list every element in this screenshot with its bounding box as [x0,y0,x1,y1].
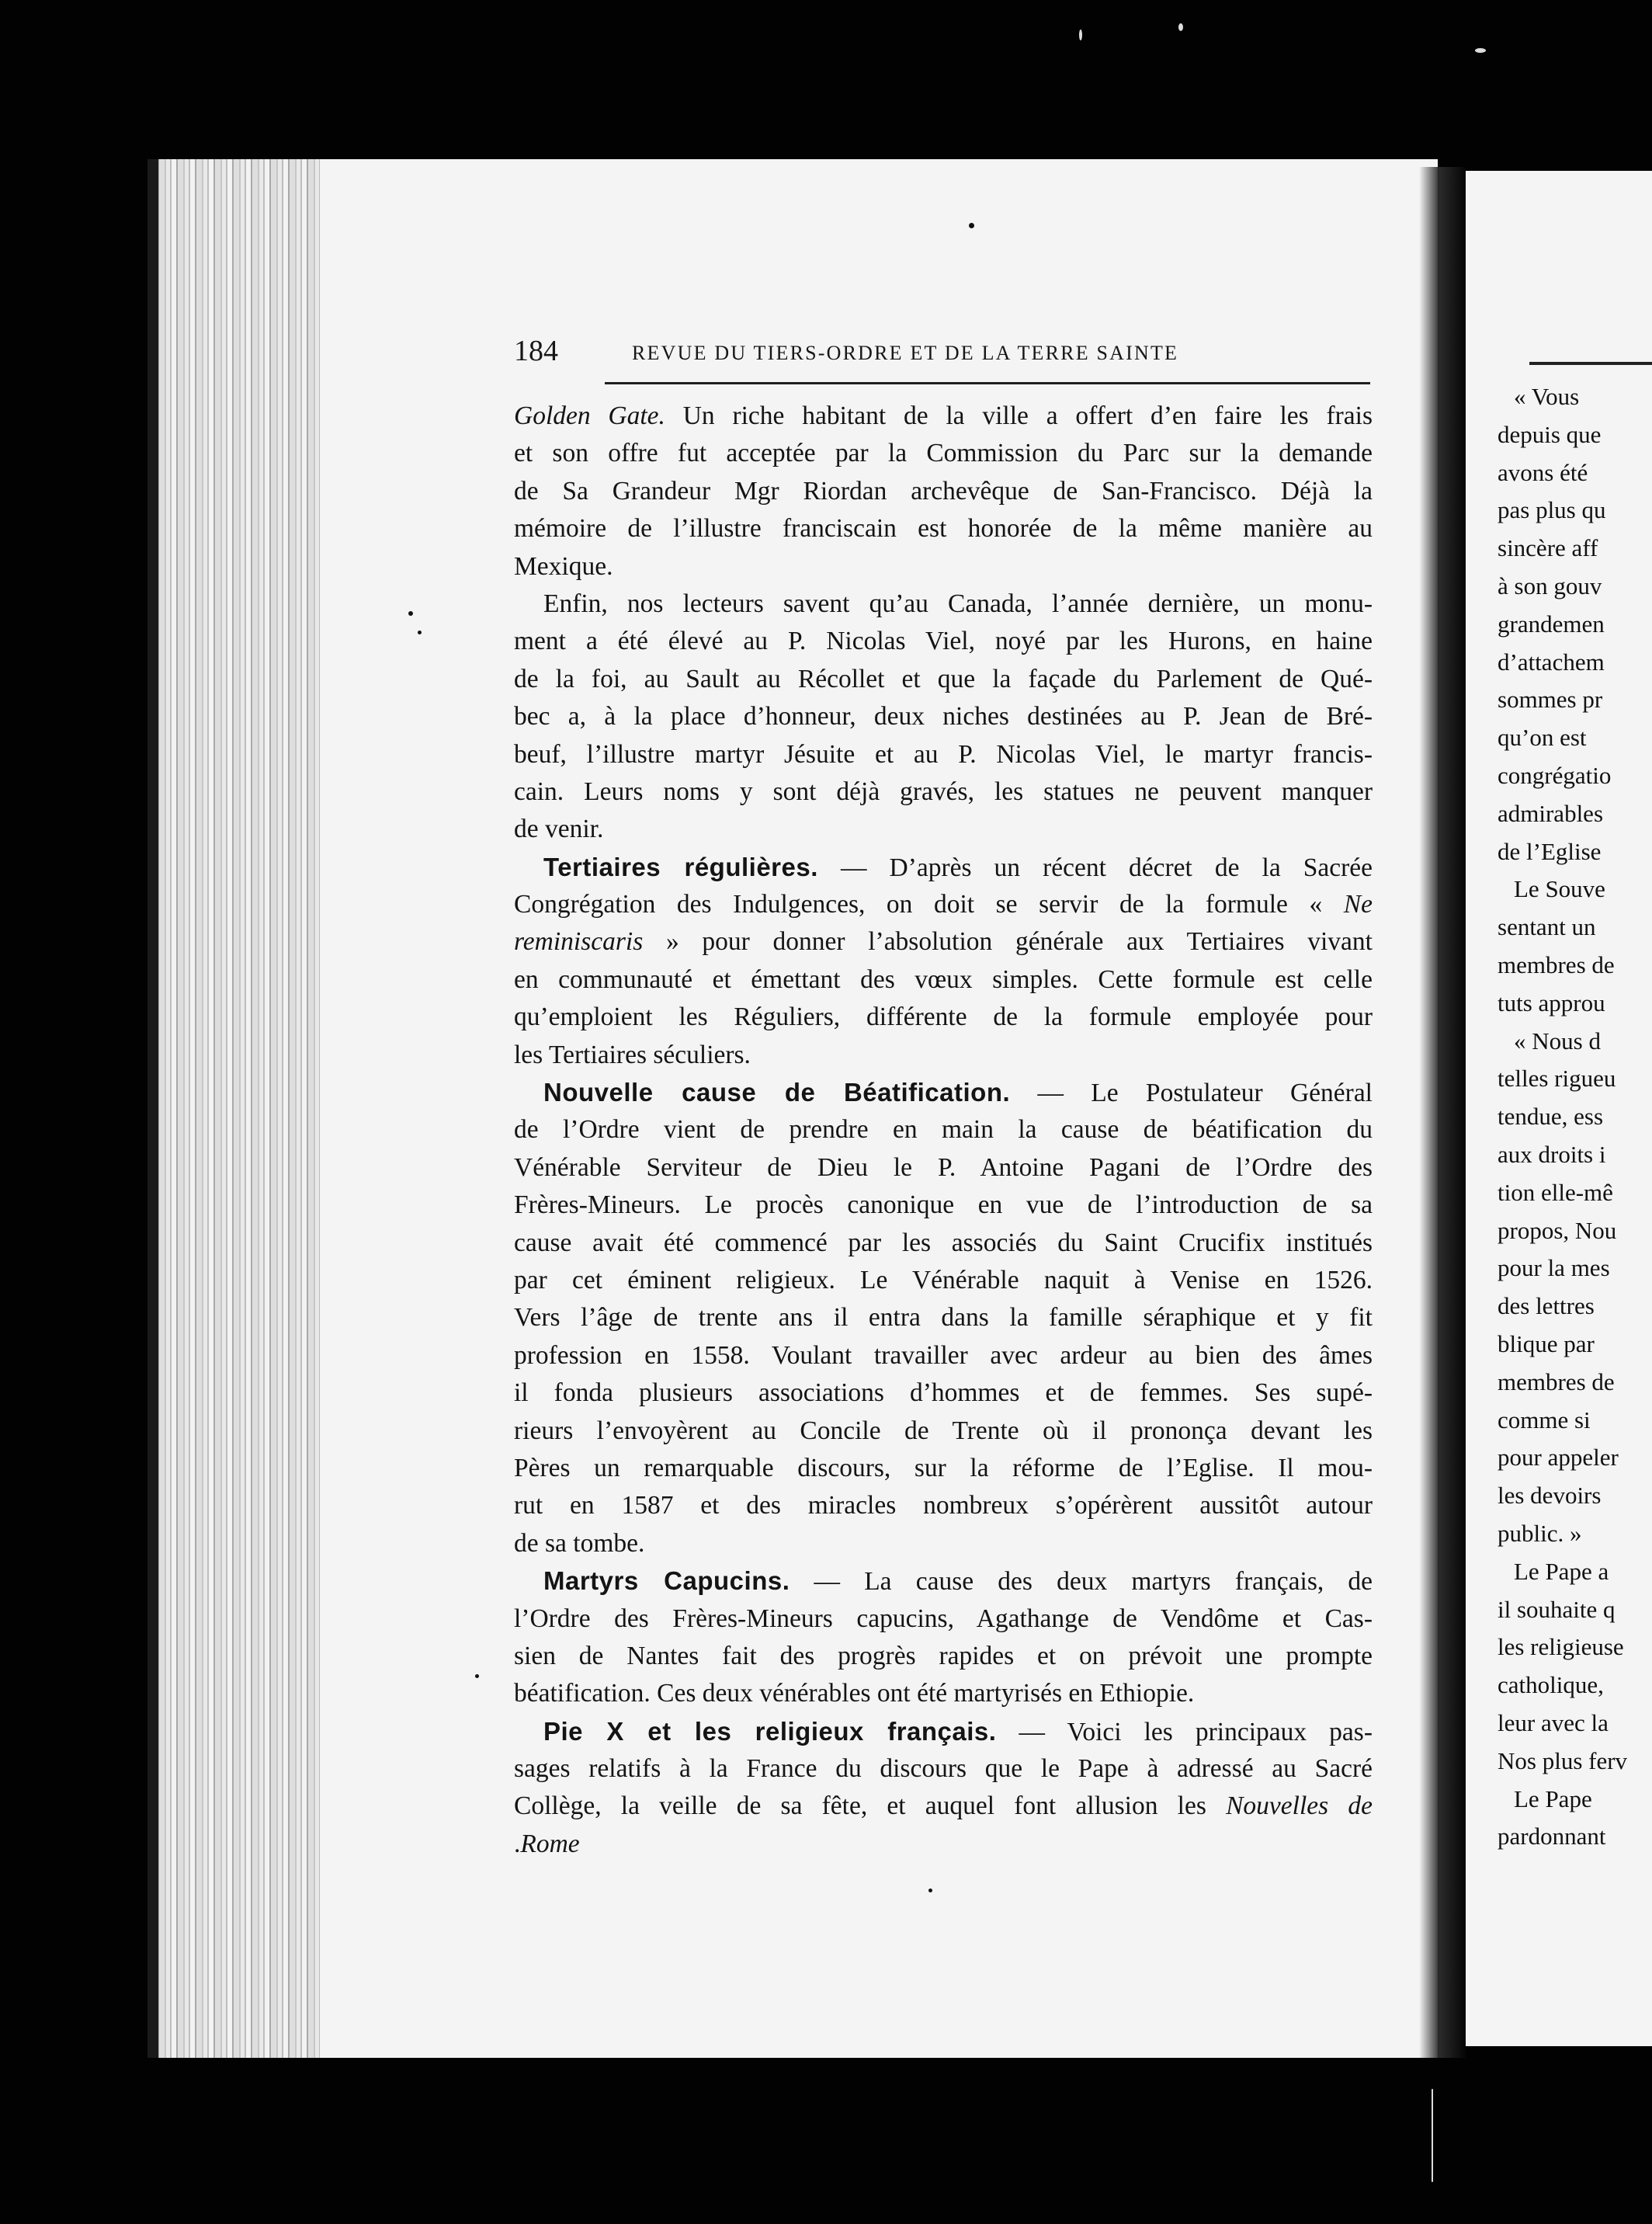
line-text: les Tertiaires séculiers. [514,1040,751,1069]
section-heading: Pie X et les religieux français. [543,1716,997,1746]
line-text: Vénérable Serviteur de Dieu le P. Antoine Pagani de l’Ordre des [514,1152,1373,1182]
right-page-line: pour appeler [1498,1444,1619,1472]
text-line [514,1487,1373,1524]
right-page-line: des lettres [1498,1292,1595,1320]
line-text: cause avait été commencé par les associés du Saint Crucifix institués [514,1228,1373,1257]
right-page-line: sommes pr [1498,686,1603,714]
line-text: ment a été élevé au P. Nicolas Viel, noyé par les Hurons, en haine [514,627,1373,656]
right-page-line: pas plus qu [1498,496,1606,524]
text-line [514,811,1373,848]
section-heading: Nouvelle cause de Béatification. [543,1078,1011,1107]
line-text: sien de Nantes fait des progrès rapides et on prévoit une prompte [514,1641,1373,1670]
right-page-line: admirables [1498,799,1604,827]
text-line [514,1037,1373,1074]
right-page-line: propos, Nou [1498,1216,1617,1244]
right-page-line: tendue, ess [1498,1103,1604,1131]
line-text: — La cause des deux martyrs français, de [790,1567,1373,1597]
page-header [514,334,1368,368]
line-text: Frères-Mineurs. Le procès canonique en vue de l’introduction de sa [514,1190,1373,1220]
section-heading: Tertiaires régulières. [543,852,818,881]
text-line [514,1826,1373,1863]
text-line [514,1262,1373,1299]
page-edges [148,159,320,2058]
text-line [514,886,1373,923]
right-page-line: il souhaite q [1498,1595,1616,1623]
line-text: mémoire de l’illustre franciscain est honorée de la même manière au [514,514,1373,544]
running-head: REVUE DU TIERS-ORDRE ET DE LA TERRE SAINTE [632,342,1179,364]
text-line [514,1225,1373,1262]
text-line [514,398,1373,435]
scan-speck [1178,23,1183,31]
line-text: Vers l’âge de trente ans il entra dans la famille séraphique et y fit [514,1303,1373,1333]
text-line [514,1337,1373,1374]
text-line [514,1187,1373,1224]
text-line [514,923,1373,961]
text-line [514,586,1373,623]
right-page-line: tuts approu [1498,989,1605,1016]
line-text: de sa tombe. [514,1528,645,1558]
line-text: Congrégation des Indulgences, on doit se servir de la formule « [514,890,1344,919]
line-text: Enfin, nos lecteurs savent qu’au Canada, l’année dernière, un monu- [543,589,1373,618]
line-text: sages relatifs à la France du discours que le Pape à adressé au Sacré [514,1754,1373,1784]
right-page-line: tion elle-mê [1498,1178,1613,1206]
line-text: Pères un remarquable discours, sur la réforme de l’Eglise. Il mou- [514,1453,1373,1482]
line-text: Mexique. [514,551,613,581]
line-text: — D’après un récent décret de la Sacrée [817,853,1373,882]
line-text: qu’emploient les Réguliers, différente de la formule employée pour [514,1003,1373,1032]
text-line [514,961,1373,999]
line-text: de la foi, au Sault au Récollet et que la façade du Parlement de Qué- [514,664,1373,693]
text-line [514,849,1373,886]
line-text: rieurs l’envoyèrent au Concile de Trente où il prononça devant les [514,1416,1373,1445]
line-text: par cet éminent religieux. Le Vénérable naquit à Venise en 1526. [514,1265,1373,1294]
text-line [514,1562,1373,1600]
right-page-line: les religieuse [1498,1633,1624,1661]
line-text: il fonda plusieurs associations d’hommes et de femmes. Ses supé- [514,1378,1373,1408]
text-line [514,999,1373,1036]
right-page-line: « Nous d [1514,1027,1601,1055]
text-line [514,1788,1373,1825]
line-text: de l’Ordre vient de prendre en main la cause de béatification du [514,1115,1373,1145]
right-page-line: membres de [1498,951,1615,978]
right-page-line: qu’on est [1498,724,1587,752]
right-page-line: pardonnant [1498,1823,1606,1850]
line-text: béatification. Ces deux vénérables ont été martyrisés en Ethiopie. [514,1679,1195,1708]
text-line [514,1374,1373,1412]
right-page-header-rule [1529,362,1652,365]
text-line [514,661,1373,698]
right-page-line: membres de [1498,1367,1615,1395]
italic-text: reminiscaris [514,927,644,957]
scan-speck [408,611,413,616]
section-heading: Martyrs Capucins. [543,1566,790,1596]
right-page-line: pour la mes [1498,1254,1610,1282]
scan-speck [1432,2089,1433,2182]
text-line [514,548,1373,586]
right-page-line: aux droits i [1498,1141,1606,1168]
text-line [514,1675,1373,1712]
scan-speck [475,1674,479,1678]
line-text: cain. Leurs noms y sont déjà gravés, les statues ne peuvent manquer [514,777,1373,806]
text-line [514,623,1373,660]
text-line [514,510,1373,547]
right-page-line: de l’Eglise [1498,837,1602,865]
right-page-line: sentant un [1498,913,1596,941]
right-page-line: comme si [1498,1406,1591,1433]
right-page-line: catholique, [1498,1671,1604,1699]
line-text: en communauté et émettant des vœux simples. Cette formule est celle [514,964,1373,994]
right-page-line: d’attachem [1498,648,1605,676]
italic-text: Ne [1343,890,1373,919]
italic-text: Golden Gate. [514,401,665,430]
line-text: de venir. [514,815,604,844]
line-text: » pour donner l’absolution générale aux Tertiaires vivant [643,927,1373,957]
text-line [514,1638,1373,1675]
line-text: — Voici les principaux pas- [996,1717,1373,1746]
page-number: 184 [514,335,558,367]
right-page-line: les devoirs [1498,1482,1602,1510]
right-page-line: blique par [1498,1330,1595,1357]
right-page-line: grandemen [1498,610,1605,638]
text-line [514,1299,1373,1336]
text-line [514,1713,1373,1750]
text-line [514,1750,1373,1788]
text-line [514,1413,1373,1450]
line-text: Collège, la veille de sa fête, et auquel font allusion les [514,1791,1227,1821]
right-page-line: à son gouv [1498,572,1602,599]
line-text: rut en 1587 et des miracles nombreux s’opérèrent aussitôt autour [514,1491,1373,1520]
right-page-line: sincère aff [1498,534,1598,562]
right-page-line: congrégatio [1498,762,1612,789]
text-line [514,473,1373,510]
right-page-line: « Vous [1514,383,1580,410]
right-page-line: depuis que [1498,420,1602,448]
line-text: — Le Postulateur Général [1010,1079,1373,1108]
right-page-line: avons été [1498,458,1588,486]
line-text: Un riche habitant de la ville a offert d’en faire les frais [665,401,1373,430]
header-rule [605,382,1370,384]
scan-speck [928,1889,932,1892]
right-page-line: Le Pape [1514,1784,1592,1812]
right-page-line: Nos plus ferv [1498,1746,1628,1774]
text-line [514,773,1373,811]
right-page-line: leur avec la [1498,1709,1609,1736]
right-page-line: telles rigueu [1498,1065,1616,1093]
scan-speck [1079,30,1082,40]
body-text [514,398,1373,1863]
line-text: et son offre fut acceptée par la Commission du Parc sur la demande [514,439,1373,468]
text-line [514,435,1373,472]
line-text: beuf, l’illustre martyr Jésuite et au P. Nicolas Viel, le martyr francis- [514,739,1373,769]
scan-speck [1475,48,1486,53]
text-line [514,698,1373,735]
line-text: l’Ordre des Frères-Mineurs capucins, Agathange de Vendôme et Cas- [514,1604,1373,1633]
right-page-line: public. » [1498,1520,1582,1547]
text-line [514,1111,1373,1148]
text-line [514,1525,1373,1562]
scan-speck [969,223,974,228]
line-text: . [514,1829,521,1858]
italic-text: Nouvelles de [1226,1791,1373,1821]
line-text: bec a, à la place d’honneur, deux niches destinées au P. Jean de Bré- [514,702,1373,731]
text-line [514,736,1373,773]
italic-text: Rome [520,1829,580,1858]
right-page-line: Le Pape a [1514,1557,1609,1585]
text-line [514,1600,1373,1638]
line-text: profession en 1558. Voulant travailler avec ardeur au bien des âmes [514,1340,1373,1370]
text-line [514,1074,1373,1111]
text-line [514,1450,1373,1487]
right-page-line: Le Souve [1514,875,1605,903]
book-gutter [1419,167,1466,2058]
line-text: de Sa Grandeur Mgr Riordan archevêque de San-Francisco. Déjà la [514,476,1373,506]
scan-speck [418,631,422,634]
text-line [514,1149,1373,1187]
